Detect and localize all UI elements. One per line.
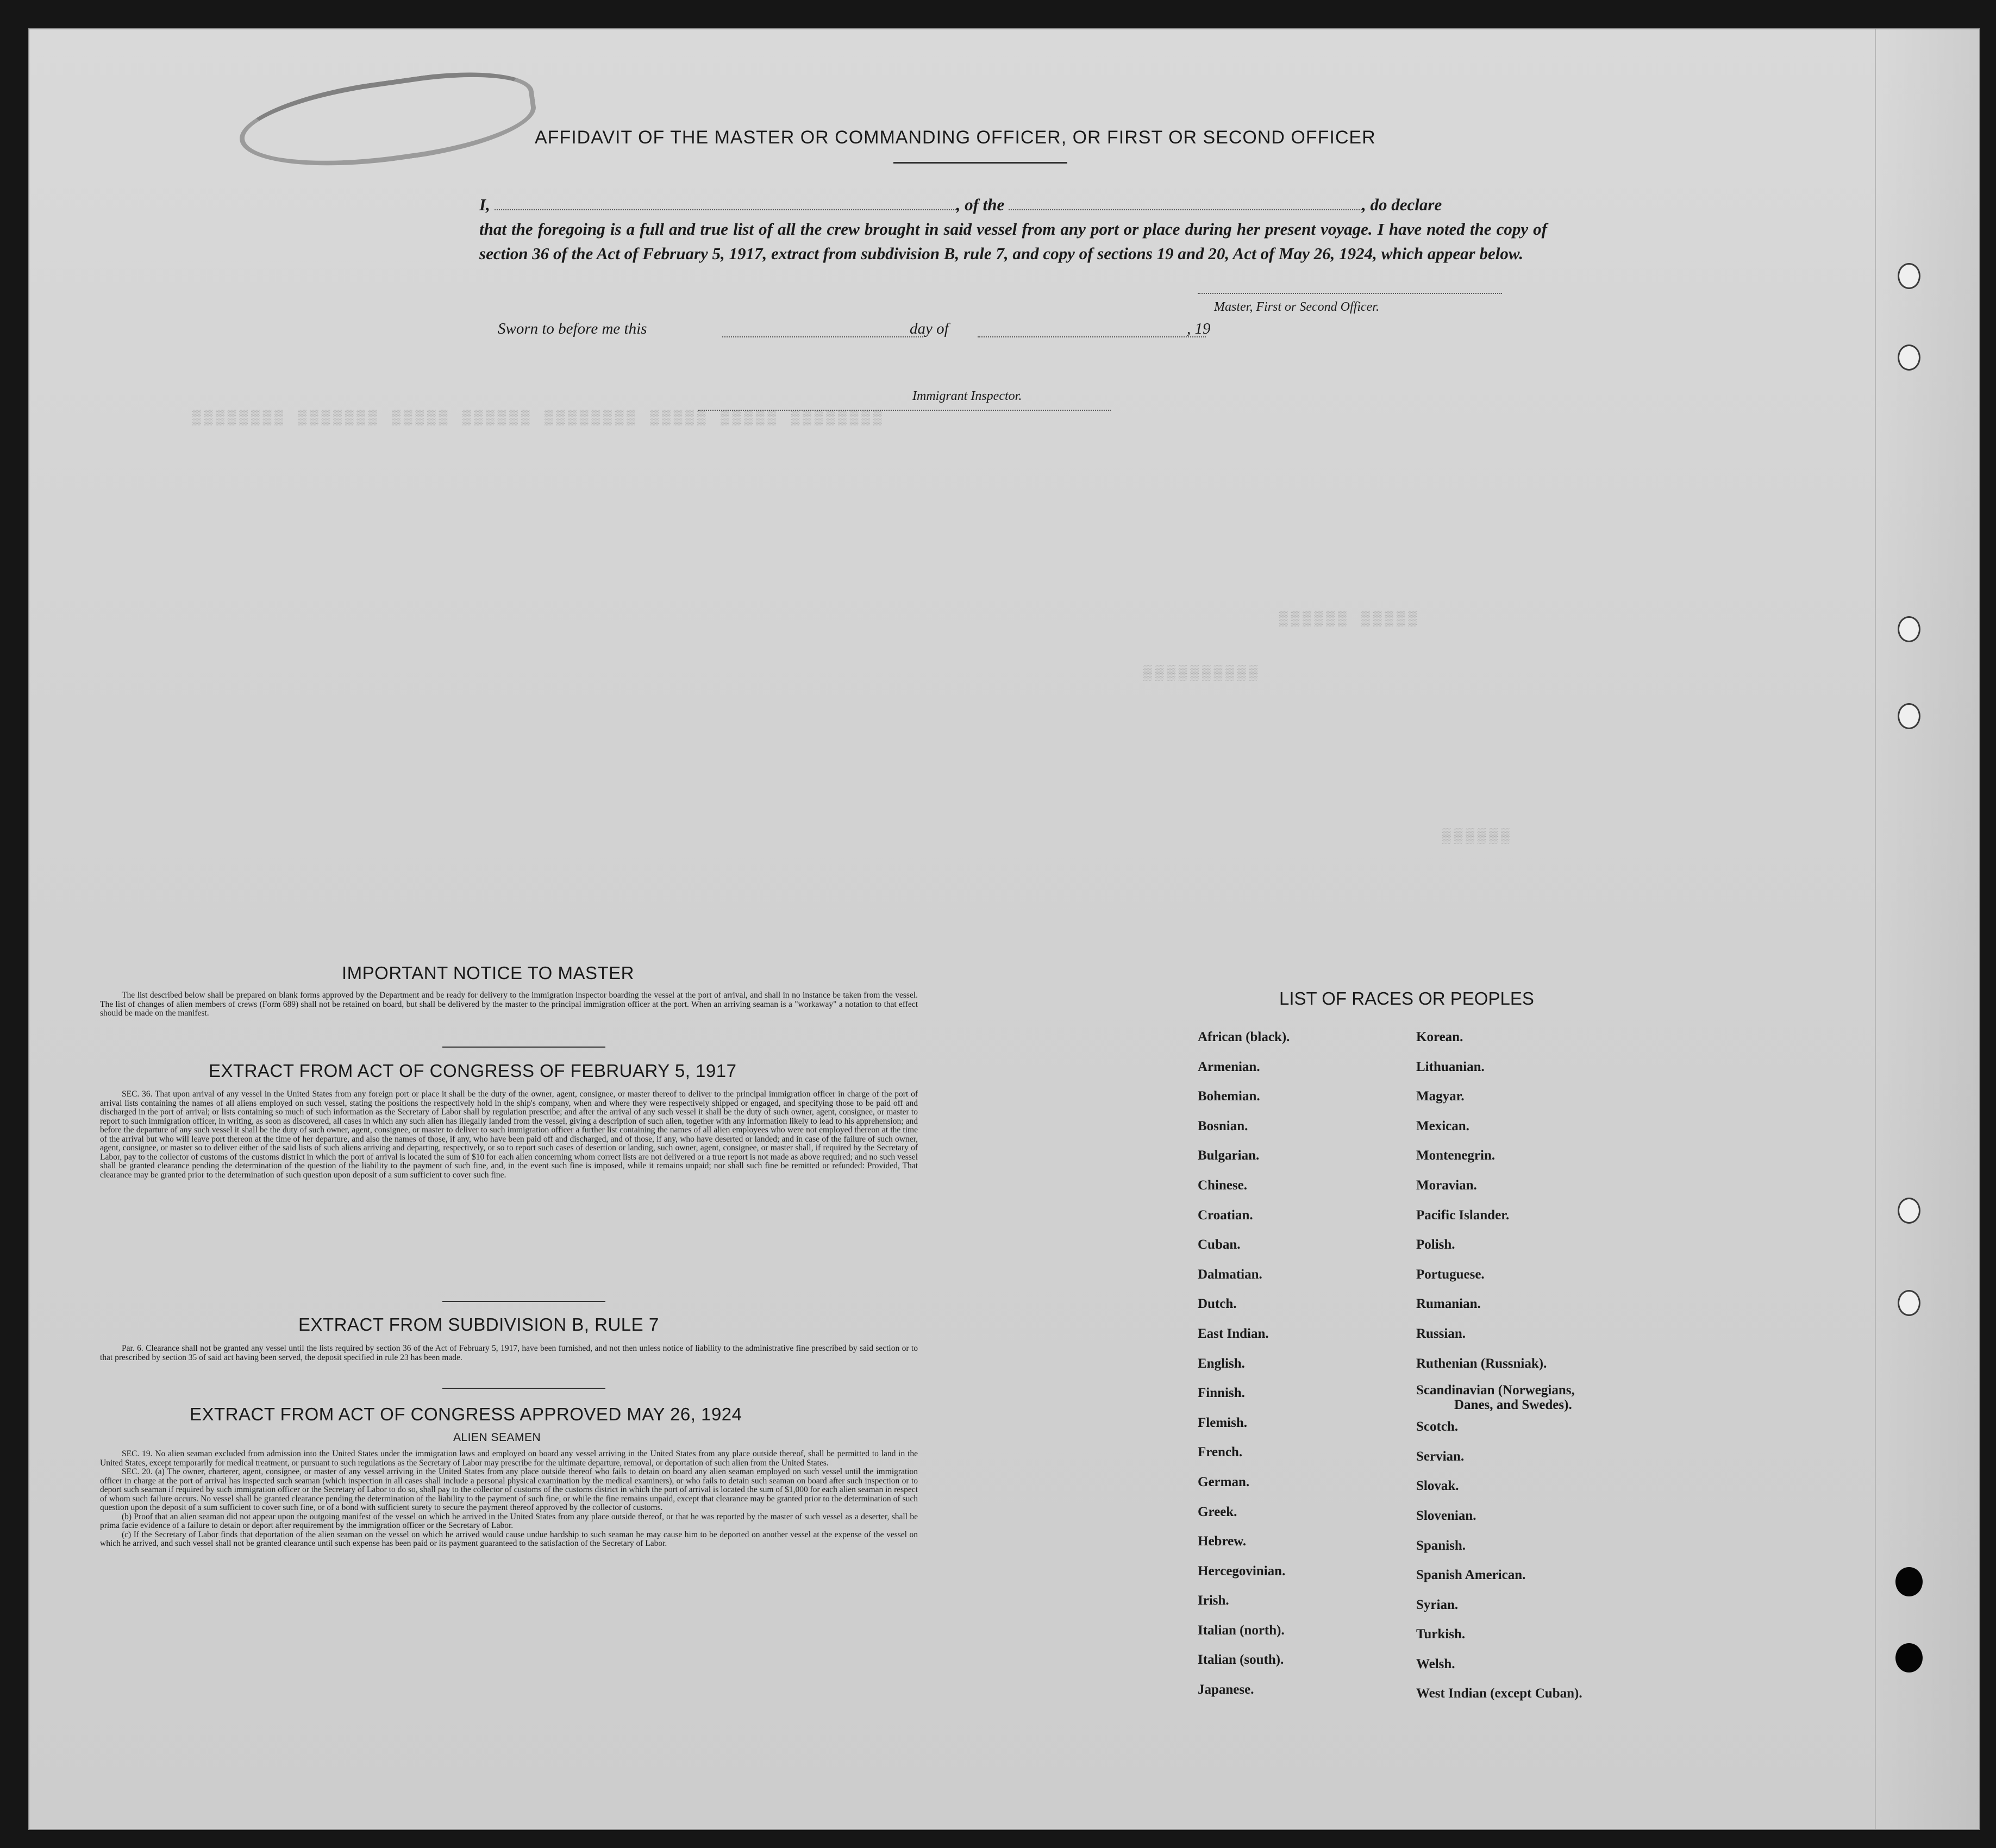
race-item: East Indian.: [1198, 1326, 1269, 1341]
race-item: Flemish.: [1198, 1415, 1247, 1430]
race-item: African (black).: [1198, 1030, 1290, 1044]
year-label: , 19: [1187, 320, 1211, 337]
race-item: Servian.: [1416, 1449, 1465, 1464]
sec-20a-text: SEC. 20. (a) The owner, charterer, agent, consignee, or master of any vessel arriving in the United States from any place outside thereof who fails to detain on board any alien seaman employed on such vessel until the immigration officer in charge at the port of arrival has inspected such seaman (which inspection in all cases shall include a personal physical examination by the medical examiners), or who fails to detain such seaman on board after such inspection or to deport such seaman if required by such immigration officer or the Secretary of Labor to do so, shall pay to the collector of customs of the customs district in which the port of arrival is located the sum of $1,000 for each alien seaman in respect of whom such failure occurs. No vessel shall be granted clearance pending the determination of the liability to the payment of such fine, or while the fine remains unpaid, except that clearance may be granted prior to the determination of such question upon the deposit of a sum sufficient to cover such fine, or of a bond with sufficient surety to secure the payment thereof approved by the collector of customs.: [100, 1467, 918, 1512]
punch-hole: [1895, 1643, 1923, 1672]
section-rule: [442, 1388, 605, 1389]
page-edge: [1875, 29, 1979, 1829]
race-item: Turkish.: [1416, 1627, 1466, 1642]
race-item: Bohemian.: [1198, 1089, 1260, 1104]
race-item: German.: [1198, 1474, 1250, 1489]
affidavit-i-label: I,: [479, 195, 490, 214]
notice-title: IMPORTANT NOTICE TO MASTER: [342, 963, 635, 983]
master-signature-line: [1198, 293, 1502, 294]
race-item: Italian (north).: [1198, 1623, 1285, 1638]
race-item: Ruthenian (Russniak).: [1416, 1356, 1547, 1371]
race-item: Hercegovinian.: [1198, 1563, 1286, 1578]
affidavit-statement: [479, 192, 1547, 266]
race-item: Welsh.: [1416, 1656, 1455, 1671]
race-item: Russian.: [1416, 1326, 1466, 1341]
inspector-caption: Immigrant Inspector.: [912, 389, 1022, 403]
race-item: Moravian.: [1416, 1177, 1477, 1193]
race-item: Dalmatian.: [1198, 1267, 1262, 1282]
ink-stain: [234, 61, 540, 182]
alien-seamen-subtitle: ALIEN SEAMEN: [453, 1431, 541, 1444]
race-item: Bulgarian.: [1198, 1148, 1260, 1163]
race-item: Magyar.: [1416, 1089, 1465, 1104]
race-item: Pacific Islander.: [1416, 1207, 1510, 1223]
race-item: Korean.: [1416, 1030, 1463, 1044]
race-item: Irish.: [1198, 1593, 1229, 1608]
race-item: West Indian (except Cuban).: [1416, 1686, 1582, 1701]
affidavit-of-the: , of the: [956, 195, 1005, 214]
race-item: Croatian.: [1198, 1207, 1253, 1223]
races-left-column: [1198, 1023, 1290, 1705]
races-right-column: [1416, 1023, 1582, 1709]
extract-1917-body: SEC. 36. That upon arrival of any vessel in the United States from any foreign port or place it shall be the duty of the owner, agent, consignee, or master thereof to deliver to the principal immigration officer in charge of the port of arrival lists containing the names of all aliens employed on such vessel, stating the positions the respectively hold in the ship's company, when and where they were respectively shipped or engaged, and specifying those to be paid off and discharged in the port of arrival; or lists containing so much of such information as the Secretary of Labor shall by regulation prescribe; and after the arrival of any such vessel it shall be the duty of such owner, agent, consignee, or master to report to such immigration officer, in writing, as soon as discovered, all cases in which any such alien has illegally landed from the vessel, giving a description of such alien, together with any information likely to lead to his apprehension; and before the departure of any such vessel it shall be the duty of such owner, agent, consignee, or master to deliver to such immigration officer a further list containing the names of all alien employees who were not employed thereon at the time of the arrival but who will leave port thereon at the time of her departure, and also the names of those, if any, who have been paid off and discharged, and of those, if any, who have deserted or landed; and in case of the failure of such owner, agent, consignee, or master so to deliver either of the said lists of such aliens arriving and departing, respectively, or so to report such cases of desertion or landing, such owner, agent, consignee, or master shall, if required by the Secretary of Labor, pay to the collector of customs of the customs district in which the port of arrival is located the sum of $10 for each alien concerning whom correct lists are not delivered or a true report is not made as above required; and no such vessel shall be granted clearance pending the determination of the question of the liability to the payment of such fine, and, in the event such fine is imposed, while it remains unpaid; nor shall such fine be remitted or refunded: Provided, That clearance may be granted prior to the determination of such question upon deposit of a sum sufficient to cover such fine.: [100, 1089, 918, 1180]
punch-hole: [1898, 1290, 1920, 1316]
vessel-blank: [1009, 195, 1362, 210]
race-item: Finnish.: [1198, 1386, 1245, 1401]
extract-rule7-body: Par. 6. Clearance shall not be granted any vessel until the lists required by section 36 of the Act of February 5, 1917, have been furnished, and not then unless notice of liability to the administrative fine prescribed by said section or to that prescribed by section 35 of said act having been served, the deposit specified in rule 23 has been made.: [100, 1344, 918, 1362]
punch-hole: [1898, 703, 1920, 729]
race-item: Cuban.: [1198, 1237, 1241, 1252]
race-item: Spanish.: [1416, 1538, 1466, 1553]
race-item: Montenegrin.: [1416, 1148, 1496, 1163]
section-rule: [442, 1301, 605, 1302]
punch-hole: [1898, 263, 1920, 289]
sworn-month-blank: [978, 336, 1206, 337]
races-title: LIST OF RACES OR PEOPLES: [1279, 988, 1534, 1008]
affidavit-body: that the foregoing is a full and true list of all the crew brought in said vessel from any port or place during her present voyage. I have noted the copy of section 36 of the Act of February 5, 1917, extract from subdivision B, rule 7, and copy of sections 19 and 20, Act of May 26, 1924, which appear below.: [479, 220, 1547, 263]
section-rule: [442, 1047, 605, 1048]
race-item: Spanish American.: [1416, 1568, 1526, 1583]
sec-19-text: SEC. 19. No alien seaman excluded from admission into the United States under the immigration laws and employed on board any vessel arriving in the United States from any place outside thereof, shall be permitted to land in the United States, except temporarily for medical treatment, or pursuant to such regulations as the Secretary of Labor may prescribe for the ultimate departure, removal, or deportation of such alien from the United States.: [100, 1449, 918, 1468]
race-item: English.: [1198, 1356, 1245, 1371]
race-item: Portuguese.: [1416, 1267, 1485, 1282]
affidavit-do-declare: , do declare: [1362, 195, 1442, 214]
extract-1924-title: EXTRACT FROM ACT OF CONGRESS APPROVED MAY 26, 1924: [190, 1404, 742, 1424]
bleed-through-text: ▒▒▒▒▒▒: [1442, 828, 1513, 844]
inspector-signature-line: [698, 410, 1111, 411]
race-item: Chinese.: [1198, 1177, 1247, 1193]
punch-hole: [1895, 1567, 1923, 1596]
race-item: Slovenian.: [1416, 1508, 1476, 1523]
race-item: Hebrew.: [1198, 1534, 1247, 1549]
master-caption: Master, First or Second Officer.: [1214, 300, 1379, 314]
sec-20c-text: (c) If the Secretary of Labor finds that deportation of the alien seaman on the vessel on which he arrived would cause undue hardship to such seaman he may cause him to be deported on another vessel at the expense of the vessel on which he arrived, and such vessel shall not be granted clearance until such expense has been paid or its payment guaranteed to the satisfaction of the Secretary of Labor.: [100, 1530, 918, 1548]
race-item: Syrian.: [1416, 1597, 1459, 1612]
race-item: Scandinavian (Norwegians,: [1416, 1383, 1575, 1398]
race-item: Danes, and Swedes).: [1454, 1398, 1572, 1413]
race-item: Lithuanian.: [1416, 1059, 1485, 1074]
document-sheet: [28, 28, 1980, 1830]
sec-20b-text: (b) Proof that an alien seaman did not appear upon the outgoing manifest of the vessel on which he arrived in the United States from any place outside thereof, or that he was reported by the master of such vessel as a deserter, shall be prima facie evidence of a failure to detain or deport after requirement by the immigration officer or the Secretary of Labor.: [100, 1512, 918, 1530]
race-item: Italian (south).: [1198, 1652, 1284, 1668]
race-item: Greek.: [1198, 1504, 1237, 1519]
race-item: Mexican.: [1416, 1118, 1469, 1133]
name-blank: [495, 195, 956, 210]
race-item: Polish.: [1416, 1237, 1455, 1252]
race-item: Armenian.: [1198, 1059, 1260, 1074]
race-item: Bosnian.: [1198, 1118, 1248, 1133]
race-item: Dutch.: [1198, 1296, 1237, 1312]
punch-hole: [1898, 344, 1920, 371]
bleed-through-text: ▒▒▒▒▒▒ ▒▒▒▒▒: [1279, 611, 1421, 627]
extract-1917-title: EXTRACT FROM ACT OF CONGRESS OF FEBRUARY 5, 1917: [209, 1061, 737, 1081]
race-item: Slovak.: [1416, 1479, 1459, 1494]
bleed-through-text: ▒▒▒▒▒▒▒▒▒▒: [1143, 665, 1261, 681]
race-item: Rumanian.: [1416, 1296, 1481, 1312]
race-item: Japanese.: [1198, 1682, 1254, 1697]
punch-hole: [1898, 1198, 1920, 1224]
race-item: Scotch.: [1416, 1419, 1459, 1434]
sworn-day-blank: [722, 336, 923, 337]
title-rule: [893, 162, 1067, 164]
sworn-label: Sworn to before me this: [498, 320, 647, 337]
day-of-label: day of: [910, 320, 949, 337]
bleed-through-text: ▒▒▒▒▒▒▒▒ ▒▒▒▒▒▒▒ ▒▒▒▒▒ ▒▒▒▒▒▒ ▒▒▒▒▒▒▒▒ ▒▒▒▒▒ ▒▒▒▒▒ ▒▒▒▒▒▒▒▒: [192, 410, 885, 426]
extract-rule7-title: EXTRACT FROM SUBDIVISION B, RULE 7: [298, 1314, 659, 1335]
affidavit-title: AFFIDAVIT OF THE MASTER OR COMMANDING OFFICER, OR FIRST OR SECOND OFFICER: [535, 127, 1376, 148]
extract-1924-body: [100, 1450, 918, 1549]
punch-hole: [1898, 616, 1920, 642]
notice-body: The list described below shall be prepared on blank forms approved by the Department and be ready for delivery to the immigration inspector boarding the vessel at the port of arrival, and shall in no instance be taken from the vessel. The list of changes of alien members of crews (Form 689) shall not be retained on board, but shall be delivered by the master to the principal immigration officer at the port. When an arriving seaman is a "workaway" a notation to that effect should be made on the manifest.: [100, 991, 918, 1018]
race-item: French.: [1198, 1445, 1243, 1460]
